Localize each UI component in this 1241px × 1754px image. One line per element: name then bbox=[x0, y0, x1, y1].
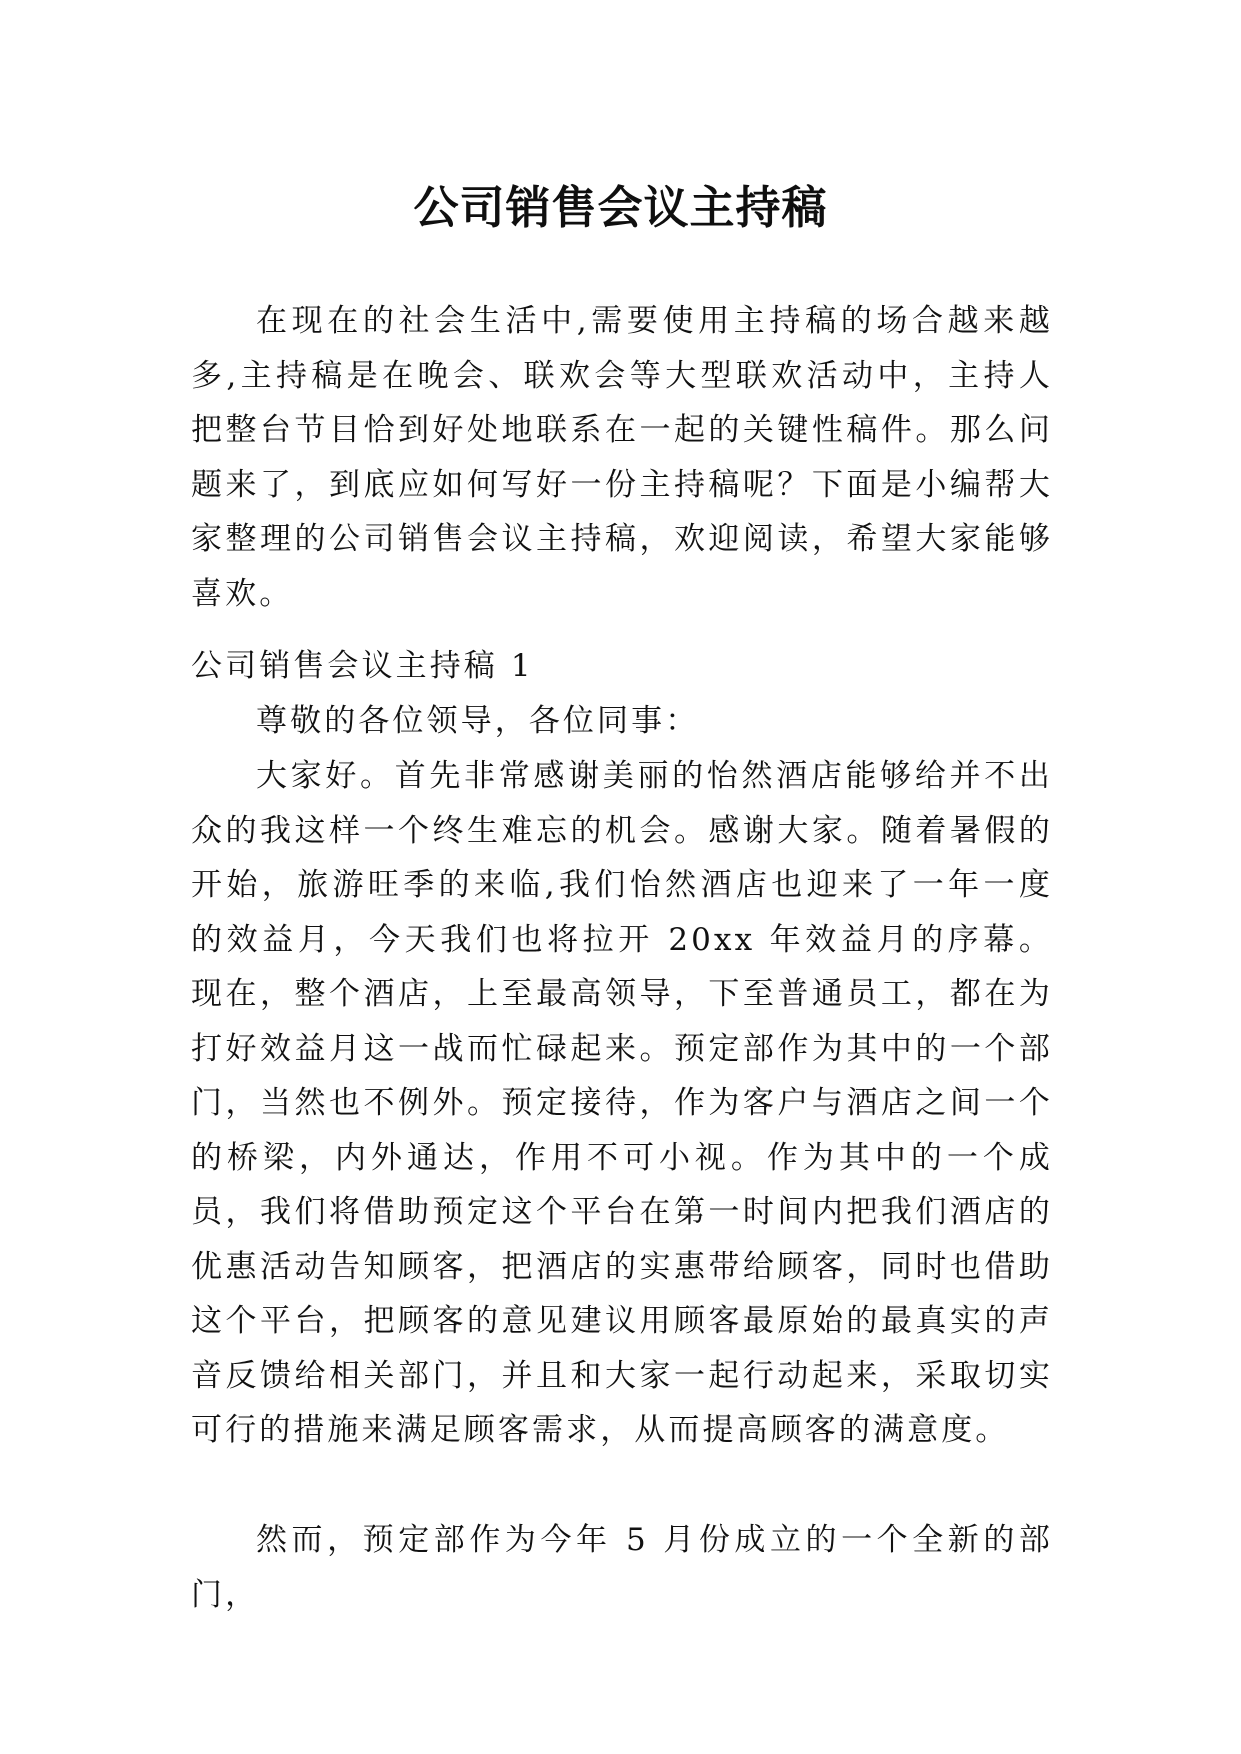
body-paragraph-1: 大家好。首先非常感谢美丽的怡然酒店能够给并不出众的我这样一个终生难忘的机会。感谢大家。随着暑假的开始，旅游旺季的来临,我们怡然酒店也迎来了一年一度的效益月，今天我们也将拉开 20xx 年效益月的序幕。现在，整个酒店，上至最高领导，下至普通员工，都在为打好效益月这一战而忙碌起来。预定部作为其中的一个部门，当然也不例外。预定接待，作为客户与酒店之间一个的桥梁，内外通达，作用不可小视。作为其中的一个成员，我们将借助预定这个平台在第一时间内把我们酒店的优惠活动告知顾客，把酒店的实惠带给顾客，同时也借助这个平台，把顾客的意见建议用顾客最原始的最真实的声音反馈给相关部门，并且和大家一起行动起来，采取切实可行的措施来满足顾客需求，从而提高顾客的满意度。 bbox=[191, 758, 1053, 1448]
intro-paragraph: 在现在的社会生活中,需要使用主持稿的场合越来越多,主持稿是在晚会、联欢会等大型联欢活动中，主持人把整台节目恰到好处地联系在一起的关键性稿件。那么问题来了，到底应如何写好一份主持稿呢？下面是小编帮大家整理的公司销售会议主持稿，欢迎阅读，希望大家能够喜欢。 bbox=[191, 303, 1053, 612]
body-paragraph-2: 然而，预定部作为今年 5 月份成立的一个全新的部门， bbox=[191, 1522, 1053, 1613]
document-title: 公司销售会议主持稿 bbox=[413, 181, 828, 235]
greeting-paragraph: 尊敬的各位领导，各位同事： bbox=[256, 703, 700, 739]
section-heading: 公司销售会议主持稿 1 bbox=[191, 648, 534, 684]
